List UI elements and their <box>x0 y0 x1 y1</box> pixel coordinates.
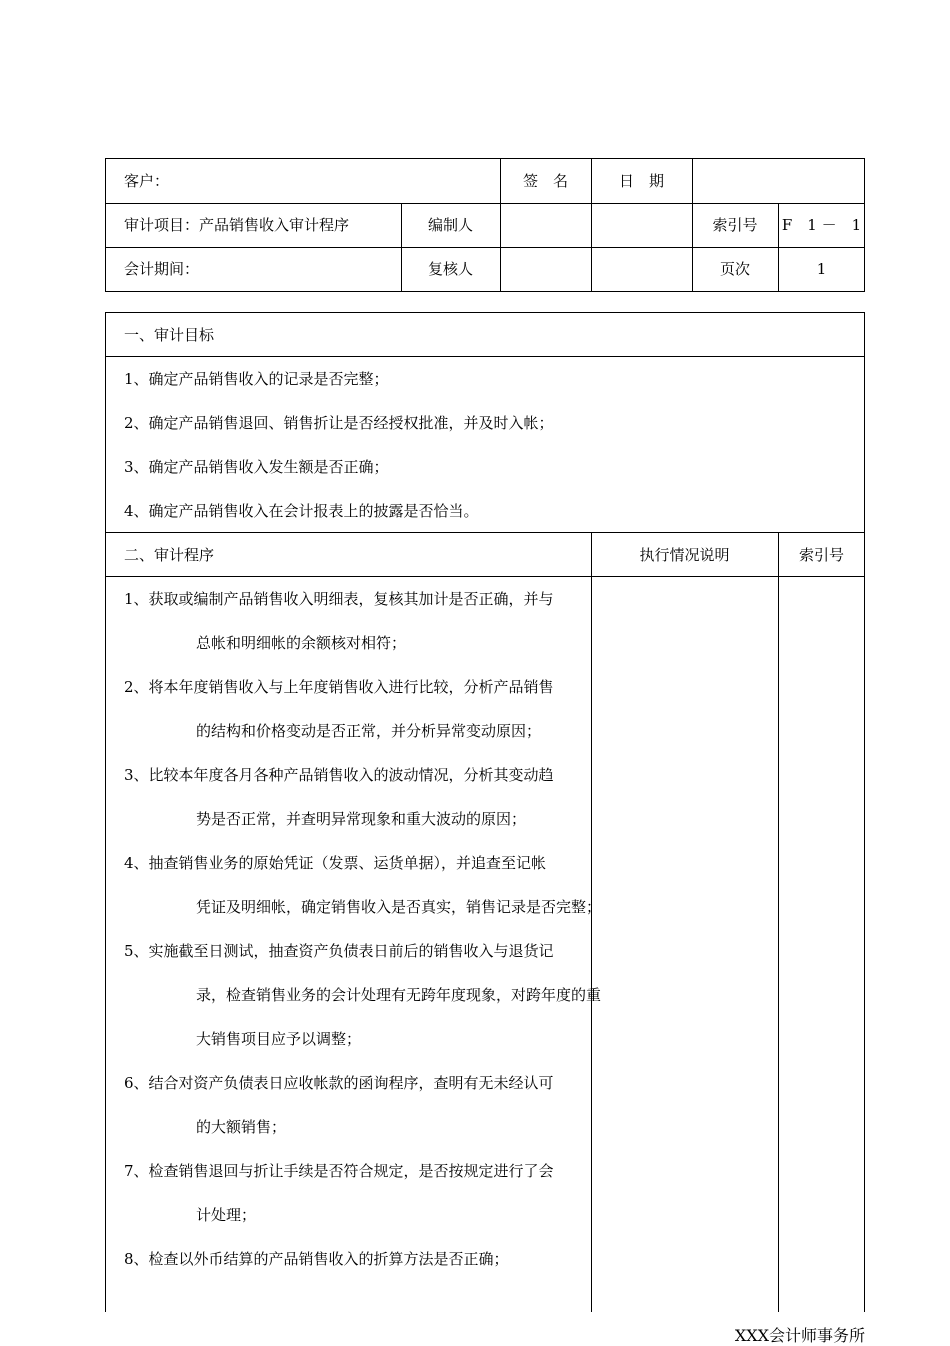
procedures-header-top <box>105 532 865 533</box>
objective-item: 4、确定产品销售收入在会计报表上的披露是否恰当。 <box>124 502 479 520</box>
procedures-title: 二、审计程序 <box>124 546 215 564</box>
objective-item: 3、确定产品销售收入发生额是否正确； <box>124 458 389 476</box>
procedure-line: 6、结合对资产负债表日应收帐款的函询程序，查明有无未经认可 <box>124 1074 554 1092</box>
reviewer-label: 复核人 <box>427 260 473 278</box>
exec-col-divider <box>591 532 592 1312</box>
procedure-line: 2、将本年度销售收入与上年度销售收入进行比较，分析产品销售 <box>124 678 554 696</box>
procedure-line: 3、比较本年度各月各种产品销售收入的波动情况，分析其变动趋 <box>124 766 554 784</box>
procedure-line: 势是否正常，并查明异常现象和重大波动的原因； <box>196 810 527 828</box>
objective-item: 1、确定产品销售收入的记录是否完整； <box>124 370 389 388</box>
objectives-title-divider <box>105 356 865 357</box>
header-row-divider <box>105 247 865 248</box>
procedure-line: 大销售项目应予以调整； <box>196 1030 362 1048</box>
procedure-line: 5、实施截至日测试，抽查资产负债表日前后的销售收入与退货记 <box>124 942 554 960</box>
procedures-header-bottom <box>105 576 865 577</box>
project-label: 审计项目：产品销售收入审计程序 <box>124 216 350 234</box>
procedure-line: 计处理； <box>196 1206 257 1224</box>
procedure-line: 录，检查销售业务的会计处理有无跨年度现象，对跨年度的重 <box>196 986 602 1004</box>
objectives-title: 一、审计目标 <box>124 326 215 344</box>
period-label: 会计期间： <box>124 260 200 278</box>
procedure-line: 总帐和明细帐的余额核对相符； <box>196 634 407 652</box>
header-row-divider <box>105 203 865 204</box>
preparer-label: 编制人 <box>427 216 473 234</box>
procedure-line: 1、获取或编制产品销售收入明细表，复核其加计是否正确，并与 <box>124 590 554 608</box>
index-label: 索引号 <box>712 216 758 234</box>
exec-column-header: 执行情况说明 <box>639 546 730 564</box>
date-label: 日 期 <box>618 172 664 190</box>
procedure-line: 的结构和价格变动是否正常，并分析异常变动原因； <box>196 722 542 740</box>
procedure-line: 4、抽查销售业务的原始凭证（发票、运货单据），并追查至记帐 <box>124 854 547 872</box>
index-column-header: 索引号 <box>798 546 844 564</box>
procedure-line: 8、检查以外币结算的产品销售收入的折算方法是否正确； <box>124 1250 509 1268</box>
page-value: 1 <box>816 260 827 278</box>
firm-footer: XXX会计师事务所 <box>734 1326 865 1345</box>
procedure-line: 7、检查销售退回与折让手续是否符合规定，是否按规定进行了会 <box>124 1162 554 1180</box>
index-col-divider <box>778 532 779 1312</box>
procedure-line: 的大额销售； <box>196 1118 287 1136</box>
objective-item: 2、确定产品销售退回、销售折让是否经授权批准，并及时入帐； <box>124 414 554 432</box>
index-value: F 1 － 1 <box>781 216 862 234</box>
client-label: 客户： <box>124 172 170 190</box>
procedure-line: 凭证及明细帐，确定销售收入是否真实，销售记录是否完整； <box>196 898 602 916</box>
page-label: 页次 <box>719 260 750 278</box>
sign-label: 签 名 <box>522 172 568 190</box>
